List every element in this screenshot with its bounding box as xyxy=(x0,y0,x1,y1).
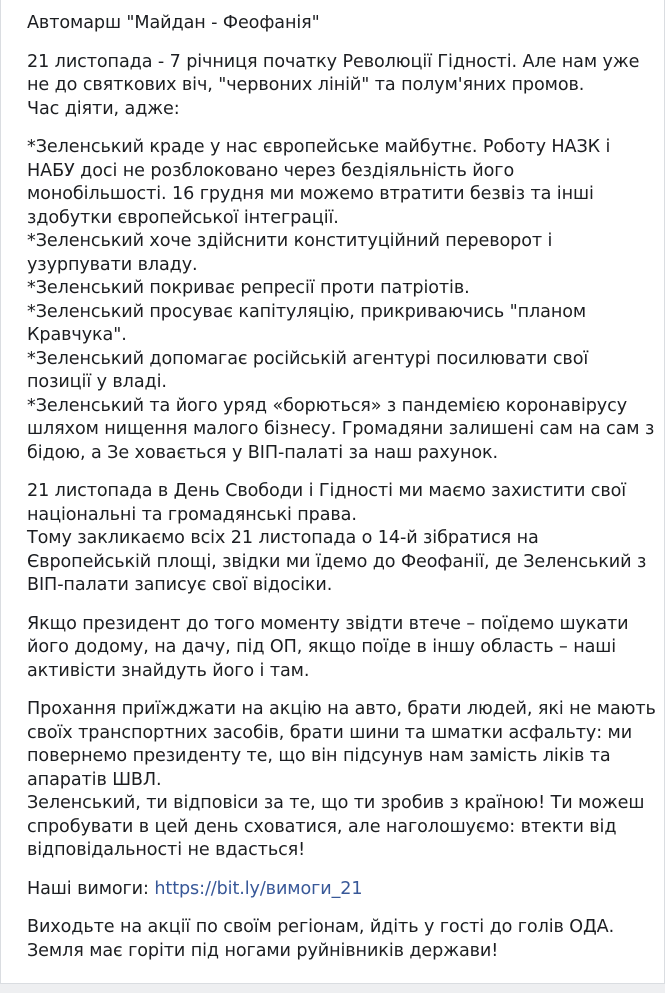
reasons-line: *Зеленський хоче здійснити конституційний переворот і xyxy=(27,231,553,251)
call-line: Тому закликаємо всіх 21 листопада о 14-й зібратися на xyxy=(27,528,539,548)
reasons-line: бідою, а Зе ховається у ВІП-палаті за наш рахунок. xyxy=(27,442,499,463)
reasons-paragraph xyxy=(27,136,657,465)
request-paragraph xyxy=(27,698,657,863)
closing-line: Земля має горіти під ногами руйнівників держави! xyxy=(27,940,499,961)
intro-line: Час діяти, адже: xyxy=(27,98,180,119)
intro-paragraph xyxy=(27,51,657,122)
reasons-line: *Зеленський просуває капітуляцію, прикриваючись "планом xyxy=(27,301,587,322)
intro-line: 21 листопада - 7 річниця початку Революції Гідності. Але нам уже xyxy=(27,51,640,72)
closing-paragraph xyxy=(27,916,657,963)
call-line: ВІП-палати записує свої відосіки. xyxy=(27,575,333,595)
call-line: 21 листопада в День Свободи і Гідності ми маємо захистити свої xyxy=(27,481,627,501)
post-title: Автомарш "Майдан - Феофанія" xyxy=(27,13,320,33)
demands-link[interactable]: https://bit.ly/вимоги_21 xyxy=(154,878,363,899)
request-line: спробувати в цей день сховатися, але наголошуємо: втекти від xyxy=(27,816,617,837)
request-line: апаратів ШВЛ. xyxy=(27,769,162,790)
request-line: Прохання приїжджати на акцію на авто, брати людей, які не мають xyxy=(27,699,656,719)
request-line: своїх транспортних засобів, брати шини та шматки асфальту: ми xyxy=(27,722,633,743)
call-paragraph xyxy=(27,480,657,598)
reasons-line: шляхом нищення малого бізнесу. Громадяни залишені сам на сам з xyxy=(27,419,655,439)
reasons-line: Кравчука". xyxy=(27,325,127,345)
reasons-line: узурпувати владу. xyxy=(27,254,198,275)
request-line: повернемо президенту те, що він підсунув нам замість ліків та xyxy=(27,746,611,766)
escape-paragraph xyxy=(27,613,657,684)
reasons-line: НАБУ досі не розблоковано через бездіяльність його xyxy=(27,160,515,181)
closing-line: Виходьте на акції по своїм регіонам, йдіть у гості до голів ОДА. xyxy=(27,917,615,937)
frame-left-edge xyxy=(0,0,1,993)
escape-line: його додому, на дачу, під ОП, якщо поїде в іншу область – наші xyxy=(27,637,617,657)
reasons-line: *Зеленський допомагає російській агентурі посилювати свої xyxy=(27,348,589,369)
reasons-line: *Зеленський покриває репресії проти патріотів. xyxy=(27,278,470,298)
call-line: національні та громадянські права. xyxy=(27,504,357,525)
reasons-line: позиції у владі. xyxy=(27,372,167,392)
request-line: Зеленський, ти відповіси за те, що ти зробив з країною! Ти можеш xyxy=(27,793,645,813)
call-line: Європейській площі, звідки ми їдемо до Феофанії, де Зеленський з xyxy=(27,551,647,572)
demands-label: Наші вимоги: xyxy=(27,878,149,899)
post-text xyxy=(27,12,657,978)
reasons-line: здобутки європейської інтеграції. xyxy=(27,207,339,228)
reasons-line: монобільшості. 16 грудня ми можемо втратити безвіз та інші xyxy=(27,184,594,204)
intro-line: не до святкових віч, "червоних ліній" та полум'яних промов. xyxy=(27,75,585,95)
demands-paragraph xyxy=(27,878,657,902)
post-bottom-bar xyxy=(0,983,665,993)
reasons-line: *Зеленський та його уряд «борються» з пандемією коронавірусу xyxy=(27,395,628,416)
reasons-line: *Зеленський краде у нас європейське майбутнє. Роботу НАЗК і xyxy=(27,137,611,157)
escape-line: Якщо президент до того моменту звідти втече – поїдемо шукати xyxy=(27,613,629,634)
request-line: відповідальності не вдасться! xyxy=(27,840,306,860)
escape-line: активісти знайдуть його і там. xyxy=(27,660,310,681)
